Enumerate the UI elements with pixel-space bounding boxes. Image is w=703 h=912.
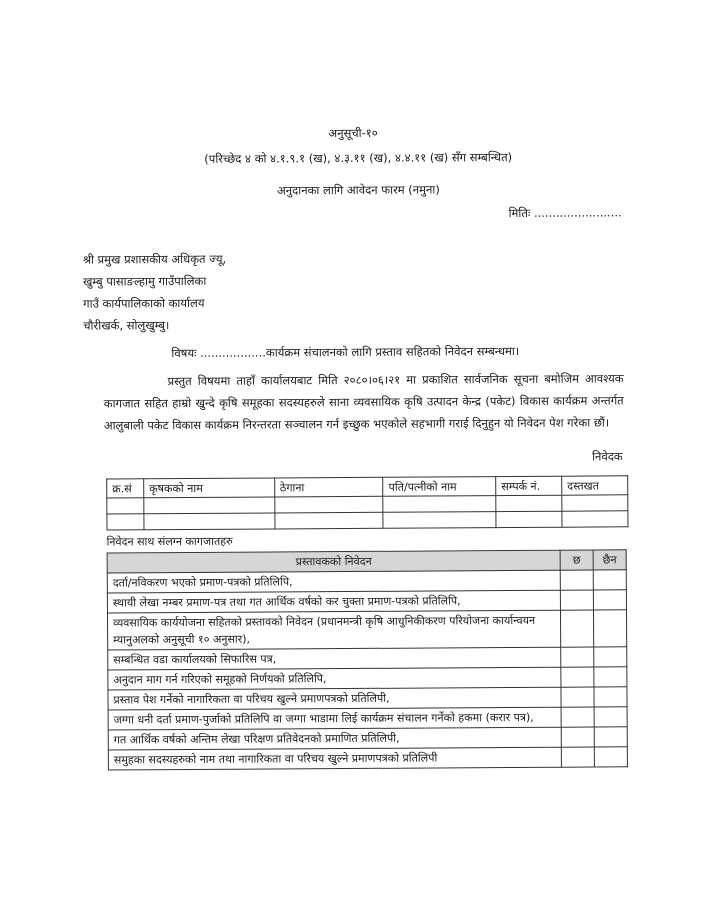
table-cell[interactable] <box>562 511 628 527</box>
col-signature: दस्तखत <box>562 476 628 495</box>
body-paragraph: प्रस्तुत विषयमा ताहाँ कार्यालयबाट मिति २०८०।०६।२१ मा प्रकाशित सार्वजनिक सूचना बमोजिम आवश्यक कागजात सहित हाम्रो खुन्दे कृषि समूहका सदस्यहरुले साना व्यवसायिक कृषि उत्पादन केन्द्र (पकेट) विकास कार्यक्रम अन्तर्गत आलुबाली पकेट विकास कार्यक्रम निरन्तरता सञ्चालन गर्न इच्छुक भएकोले सहभागी गराई दिनुहुन यो निवेदन पेश गरेका छौं। <box>103 371 624 433</box>
no-checkbox-cell[interactable] <box>593 570 626 590</box>
table-cell[interactable] <box>274 496 383 513</box>
annex-heading: अनुसूची-१० <box>328 125 378 141</box>
reference-line: (परिच्छेद ४ को ४.१.९.१ (ख), ४.३.११ (ख), ४.४.११ (ख) सँग सम्बन्धित) <box>204 150 513 166</box>
col-serial: क्र.सं <box>107 479 144 498</box>
table-cell[interactable] <box>107 514 144 530</box>
no-checkbox-cell[interactable] <box>593 590 626 610</box>
col-contact: सम्पर्क नं. <box>496 476 562 495</box>
table-cell[interactable] <box>383 512 496 529</box>
farmer-table <box>106 475 628 530</box>
subject-line: विषयः ..................कार्यक्रम संचालनको लागि प्रस्ताव सहितको निवेदन सम्बन्धमा। <box>171 343 520 361</box>
address-line-2: खुम्बु पासाङल्हामु गाउँपालिका <box>82 273 207 289</box>
table-cell[interactable] <box>562 495 628 511</box>
table-cell[interactable] <box>275 512 384 529</box>
checklist-item: समुहका सदस्यहरुको नाम तथा नागारिकता वा परिचय खुल्ने प्रमाणपत्रको प्रतिलिपी <box>108 747 561 770</box>
yes-checkbox-cell[interactable] <box>561 667 594 687</box>
table-cell[interactable] <box>496 511 562 527</box>
attachments-label: निवेदन साथ संलग्न कागजातहरु <box>106 534 233 549</box>
table-cell[interactable] <box>144 513 275 530</box>
checklist-item: व्यवसायिक कार्ययोजना सहितको प्रस्तावको निवेदन (प्रधानमन्त्री कृषि आधुनिकीकरण परियोजना कार्यान्वयन म्यानुअलको अनुसूची १० अनुसार), <box>107 610 560 650</box>
yes-checkbox-cell[interactable] <box>561 687 594 707</box>
no-checkbox-cell[interactable] <box>594 727 627 747</box>
checklist-item: दर्ता/नविकरण भएको प्रमाण-पत्रको प्रतिलिपि, <box>107 570 560 593</box>
no-checkbox-cell[interactable] <box>594 667 627 687</box>
table-cell[interactable] <box>383 496 496 513</box>
table-row <box>107 511 628 530</box>
checklist-row <box>107 610 626 650</box>
no-checkbox-cell[interactable] <box>594 687 627 707</box>
table-cell[interactable] <box>144 497 275 514</box>
checklist-item: अनुदान माग गर्न गरिएको समूहको निर्णयको प्रतिलिपि, <box>108 667 561 690</box>
no-checkbox-cell[interactable] <box>594 747 627 767</box>
col-document: प्रस्तावकको निवेदन <box>107 550 560 573</box>
table-cell[interactable] <box>496 495 562 511</box>
no-checkbox-cell[interactable] <box>594 707 627 727</box>
yes-checkbox-cell[interactable] <box>561 707 594 727</box>
yes-checkbox-cell[interactable] <box>561 747 594 767</box>
col-no: छैन <box>593 550 626 570</box>
yes-checkbox-cell[interactable] <box>560 570 593 590</box>
address-line-1: श्री प्रमुख प्रशासकीय अधिकृत ज्यू, <box>82 251 227 267</box>
form-title: अनुदानका लागि आवेदन फारम (नमुना) <box>276 182 440 198</box>
col-farmer-name: कृषकको नाम <box>144 478 275 498</box>
col-yes: छ <box>560 550 593 570</box>
checklist-item: प्रस्ताव पेश गर्नेको नागारिकता वा परिचय खुल्ने प्रमाणपत्रको प्रतिलिपी, <box>108 687 561 710</box>
checklist-row <box>108 747 627 770</box>
attachment-checklist <box>107 549 628 770</box>
checklist-item: सम्बन्धित वडा कार्यालयको सिफारिस पत्र, <box>108 647 561 670</box>
no-checkbox-cell[interactable] <box>594 647 627 667</box>
no-checkbox-cell[interactable] <box>593 610 626 647</box>
col-spouse-name: पति/पत्नीको नाम <box>383 477 496 497</box>
table-cell[interactable] <box>107 498 144 514</box>
checklist-item: गत आर्थिक वर्षको अन्तिम लेखा परिक्षण प्रतिवेदनको प्रमाणित प्रतिलिपी, <box>108 727 561 750</box>
yes-checkbox-cell[interactable] <box>560 610 593 647</box>
checklist-item: जग्गा धनी दर्ता प्रमाण-पुर्जाको प्रतिलिपि वा जग्गा भाडामा लिई कार्यक्रम संचालन गर्नेको हकमा (करार पत्र), <box>108 707 561 730</box>
yes-checkbox-cell[interactable] <box>561 647 594 667</box>
address-line-4: चौरीखर्क, सोलुखुम्बु। <box>83 318 170 333</box>
yes-checkbox-cell[interactable] <box>561 727 594 747</box>
applicant-label: निवेदक <box>592 449 623 464</box>
address-line-3: गाउँ कार्यपालिकाको कार्यालय <box>83 295 205 311</box>
col-address: ठेगाना <box>274 477 383 497</box>
date-field: मितिः ........................ <box>508 205 622 221</box>
checklist-item: स्थायी लेखा नम्बर प्रमाण-पत्र तथा गत आर्थिक वर्षको कर चुक्ता प्रमाण-पत्रको प्रतिलिपि, <box>107 590 560 613</box>
yes-checkbox-cell[interactable] <box>560 590 593 610</box>
